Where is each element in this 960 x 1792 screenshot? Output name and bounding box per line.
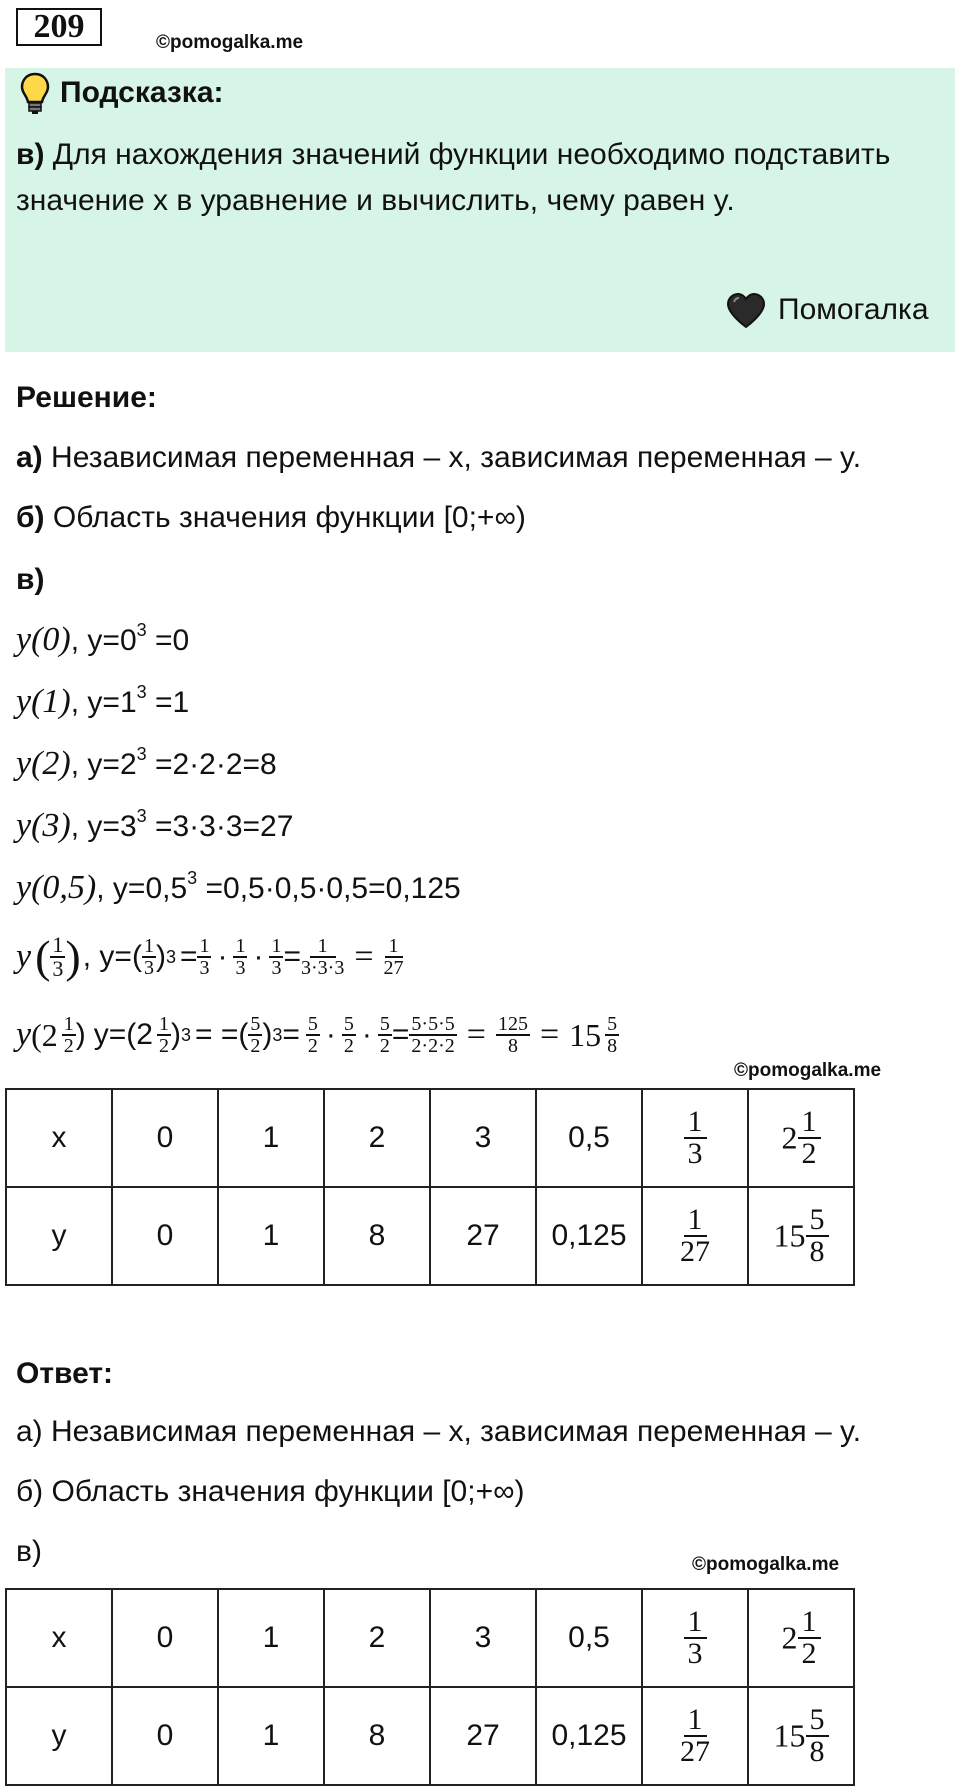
fraction: $\frac{1}{3}$ bbox=[52, 932, 64, 981]
calc-text: , y=0 bbox=[70, 624, 137, 657]
frac-den: 2 bbox=[801, 1637, 817, 1670]
calc-line-1 bbox=[16, 684, 189, 721]
solution-b bbox=[16, 500, 526, 536]
fn-label: y(0) bbox=[16, 621, 71, 658]
table-cell: 0,125 bbox=[536, 1687, 642, 1785]
fraction: $\frac{1}{2}$ bbox=[63, 1013, 74, 1057]
table-cell: 0,5 bbox=[536, 1589, 642, 1687]
calc-line-0 bbox=[16, 622, 189, 659]
calc-text: , y=3 bbox=[70, 810, 137, 843]
fn-label: y(1) bbox=[16, 683, 71, 720]
table-cell: 0 bbox=[112, 1589, 218, 1687]
brand-name: Помогалка bbox=[778, 293, 929, 326]
table-cell: 2 bbox=[324, 1089, 430, 1187]
table-cell: 1 bbox=[218, 1089, 324, 1187]
solution-b-text: Область значения функции [0;+∞) bbox=[52, 501, 526, 534]
table-cell: 0,5 bbox=[536, 1089, 642, 1187]
table-cell bbox=[748, 1089, 854, 1187]
frac-num: 5 bbox=[806, 1205, 829, 1237]
table-cell bbox=[748, 1589, 854, 1687]
exponent: 3 bbox=[136, 620, 147, 640]
table-row-y bbox=[6, 1687, 854, 1785]
calc-line-6: y (2 $\frac{1}{2}$ ) y=(2 $\frac{1}{2}$ ) 3 = =( $\frac{5}{2}$ ) 3 = $\frac{5}{2}$ · $\frac{5}{2}$ · $\frac{5}{2}$ = $\frac{5\cdot 5\cdot 5}{2\cdot 2\cdot 2}$ = $\frac{125}{8}$ = 15 $\frac{5}{8}$ bbox=[16, 1013, 618, 1057]
table-cell bbox=[748, 1687, 854, 1785]
fraction: $\frac{1}{2}$ bbox=[158, 1013, 169, 1057]
fraction: $\frac{5\cdot 5\cdot 5}{2\cdot 2\cdot 2}$ bbox=[411, 1013, 455, 1057]
mixed-whole: 2 bbox=[781, 1619, 798, 1656]
fn-label: y bbox=[16, 1016, 32, 1053]
calc-text: , y=2 bbox=[70, 748, 137, 781]
table-cell: 2 bbox=[324, 1589, 430, 1687]
fraction: $\frac{125}{8}$ bbox=[497, 1013, 528, 1057]
table-cell: 0 bbox=[112, 1687, 218, 1785]
exponent: 3 bbox=[136, 682, 147, 702]
frac-den: 8 bbox=[809, 1235, 825, 1268]
fn-label: y(2) bbox=[16, 745, 71, 782]
calc-result: =2·2·2=8 bbox=[146, 748, 277, 781]
table-cell: 1 bbox=[218, 1187, 324, 1285]
solution-v-label: в) bbox=[16, 563, 45, 596]
answer-heading: Ответ: bbox=[16, 1357, 114, 1390]
hint-body: Для нахождения значений функции необходимо подставить значение x в уравнение и вычислить, чему равен y. bbox=[16, 138, 891, 217]
table-cell: 0,125 bbox=[536, 1187, 642, 1285]
frac-num: 1 bbox=[798, 1607, 821, 1639]
table-row-y bbox=[6, 1187, 854, 1285]
table-cell: 8 bbox=[324, 1187, 430, 1285]
lightbulb-icon bbox=[20, 72, 50, 116]
frac-num: 5 bbox=[806, 1705, 829, 1737]
frac-den: 3 bbox=[687, 1137, 703, 1170]
mixed-whole: 2 bbox=[781, 1119, 798, 1156]
fraction: $\frac{1}{3}$ bbox=[199, 935, 210, 979]
mixed-whole: 15 bbox=[773, 1717, 806, 1754]
watermark: ©pomogalka.me bbox=[156, 32, 304, 53]
fn-label: y bbox=[16, 938, 32, 975]
frac-num: 1 bbox=[684, 1107, 707, 1139]
frac-num: 1 bbox=[798, 1107, 821, 1139]
fn-label: y(3) bbox=[16, 807, 71, 844]
fraction: $\frac{1}{3}$ bbox=[271, 935, 282, 979]
table-row-x bbox=[6, 1589, 854, 1687]
task-number: 209 bbox=[16, 8, 102, 46]
calc-line-2 bbox=[16, 746, 277, 783]
fn-label: y(0,5) bbox=[16, 869, 97, 906]
table-cell: 27 bbox=[430, 1187, 536, 1285]
fraction: $\frac{5}{2}$ bbox=[307, 1013, 318, 1057]
exponent: 3 bbox=[187, 868, 198, 888]
solution-heading: Решение: bbox=[16, 381, 157, 414]
fraction: $\frac{1}{27}$ bbox=[383, 935, 404, 979]
hint-part-label: в) bbox=[16, 138, 45, 171]
table-cell: x bbox=[6, 1589, 112, 1687]
frac-den: 27 bbox=[680, 1735, 710, 1768]
frac-num: 1 bbox=[684, 1205, 707, 1237]
calc-line-4 bbox=[16, 870, 461, 907]
table-cell bbox=[642, 1187, 748, 1285]
fraction: $\frac{1}{3}$ bbox=[235, 935, 246, 979]
frac-num: 1 bbox=[684, 1705, 707, 1737]
table-cell: 0 bbox=[112, 1187, 218, 1285]
fraction: $\frac{5}{2}$ bbox=[343, 1013, 354, 1057]
table-cell: y bbox=[6, 1187, 112, 1285]
paren: ) bbox=[65, 931, 81, 982]
table-cell: 8 bbox=[324, 1687, 430, 1785]
table-cell: x bbox=[6, 1089, 112, 1187]
calc-result: =1 bbox=[146, 686, 190, 719]
solution-a bbox=[16, 440, 861, 476]
calc-result: =3·3·3=27 bbox=[146, 810, 294, 843]
table-cell: 3 bbox=[430, 1589, 536, 1687]
hint-title: Подсказка: bbox=[60, 76, 224, 109]
calc-text: , y=1 bbox=[70, 686, 137, 719]
table-cell bbox=[642, 1589, 748, 1687]
table-cell: 1 bbox=[218, 1687, 324, 1785]
paren: ( bbox=[35, 931, 51, 982]
table-cell: y bbox=[6, 1687, 112, 1785]
calc-line-3 bbox=[16, 808, 293, 845]
calc-line-5: y ( $\frac{1}{3}$ ) , y=( $\frac{1}{3}$ ) 3 = $\frac{1}{3}$ · $\frac{1}{3}$ · $\frac{1}{3}$ = $\frac{1}{3\cdot 3\cdot 3}$ = $\frac{1}{27}$ bbox=[16, 931, 404, 982]
table-cell: 1 bbox=[218, 1589, 324, 1687]
answer-table bbox=[5, 1588, 855, 1786]
calc-result: =0 bbox=[146, 624, 190, 657]
frac-den: 2 bbox=[801, 1137, 817, 1170]
table-cell: 3 bbox=[430, 1089, 536, 1187]
watermark: ©pomogalka.me bbox=[734, 1060, 882, 1081]
hint-text bbox=[16, 132, 946, 224]
heart-icon bbox=[726, 292, 766, 330]
frac-den: 3 bbox=[687, 1637, 703, 1670]
solution-a-label: а) bbox=[16, 441, 43, 474]
calc-text: , y=0,5 bbox=[96, 872, 188, 905]
answer-a: а) Независимая переменная – x, зависимая переменная – y. bbox=[16, 1415, 862, 1448]
table-cell: 27 bbox=[430, 1687, 536, 1785]
answer-v: в) bbox=[16, 1535, 42, 1568]
values-table bbox=[5, 1088, 855, 1286]
table-cell bbox=[642, 1089, 748, 1187]
table-row-x bbox=[6, 1089, 854, 1187]
fraction: $\frac{5}{2}$ bbox=[250, 1013, 261, 1057]
table-cell: 0 bbox=[112, 1089, 218, 1187]
table-cell bbox=[748, 1187, 854, 1285]
mixed-whole: 15 bbox=[773, 1217, 806, 1254]
exponent: 3 bbox=[136, 806, 147, 826]
fraction: $\frac{5}{2}$ bbox=[379, 1013, 390, 1057]
frac-den: 27 bbox=[680, 1235, 710, 1268]
frac-num: 1 bbox=[684, 1607, 707, 1639]
solution-a-text: Независимая переменная – x, зависимая переменная – y. bbox=[51, 441, 862, 474]
solution-b-label: б) bbox=[16, 501, 45, 534]
fraction: $\frac{5}{8}$ bbox=[607, 1013, 618, 1057]
table-cell bbox=[642, 1687, 748, 1785]
answer-b: б) Область значения функции [0;+∞) bbox=[16, 1475, 525, 1508]
watermark: ©pomogalka.me bbox=[692, 1554, 840, 1575]
frac-den: 8 bbox=[809, 1735, 825, 1768]
fraction: $\frac{1}{3\cdot 3\cdot 3}$ bbox=[301, 935, 345, 979]
fraction: $\frac{1}{3}$ bbox=[143, 935, 154, 979]
calc-result: =0,5·0,5·0,5=0,125 bbox=[197, 872, 461, 905]
exponent: 3 bbox=[136, 744, 147, 764]
